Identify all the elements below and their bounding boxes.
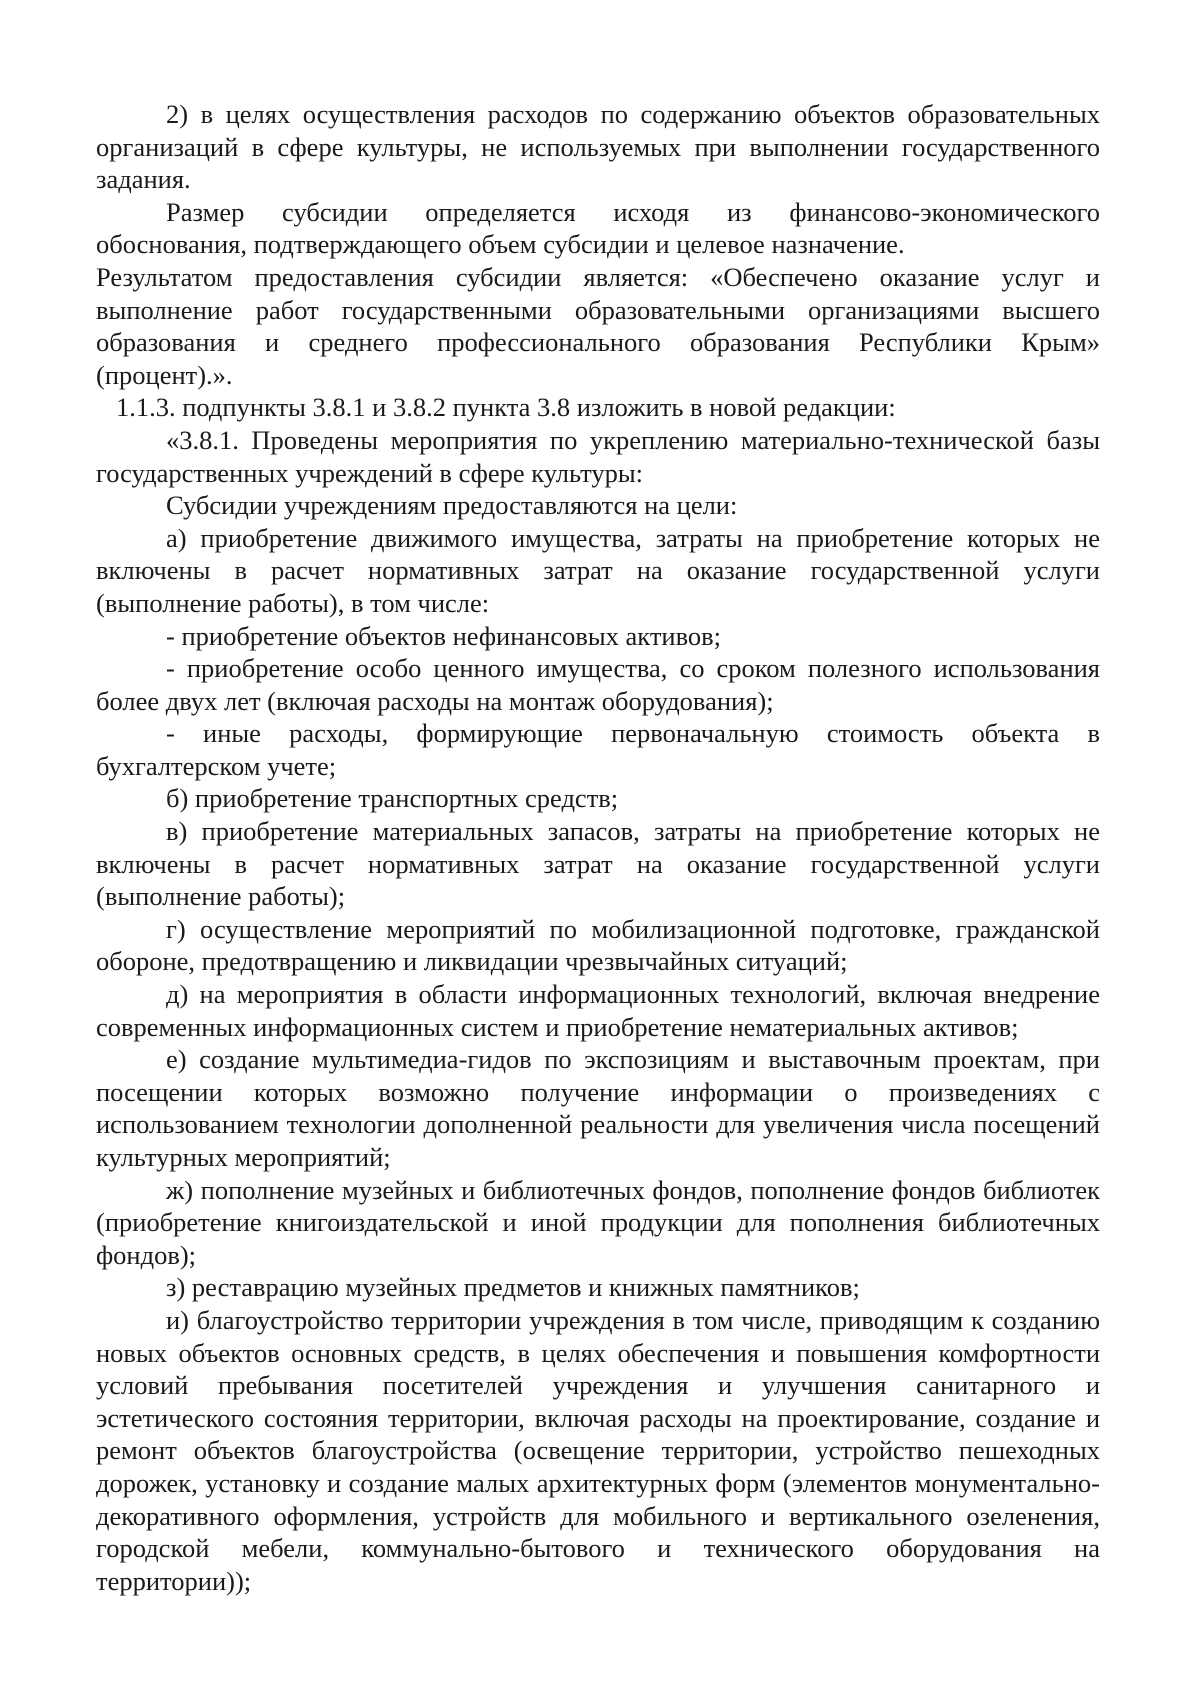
paragraph-item-i: и) благоустройство территории учреждения в том числе, приводящим к созданию новых объектов основных средств, в целях обеспечения и повышения комфортности условий пребывания посетителей учреждения и улучшения санитарного и эстетического состояния территории, включая расходы на проектирование, создание и ремонт объектов благоустройства (освещение территории, устройство пешеходных дорожек, установку и создание малых архитектурных форм (элементов монументально-декоративного оформления, устройств для мобильного и вертикального озеленения, городской мебели, коммунально-бытового и технического оборудования на территории)); bbox=[96, 1304, 1100, 1596]
paragraph-1-1-3: 1.1.3. подпункты 3.8.1 и 3.8.2 пункта 3.8 изложить в новой редакции: bbox=[116, 392, 896, 423]
paragraph-dash-2: - приобретение особо ценного имущества, со сроком полезного использования более двух лет (включая расходы на монтаж оборудования); bbox=[96, 653, 1100, 716]
paragraph-item-b: б) приобретение транспортных средств; bbox=[166, 783, 619, 814]
paragraph-subsidy-result: Результатом предоставления субсидии является: «Обеспечено оказание услуг и выполнение работ государственными образовательными организациями высшего образования и среднего профессионального образования Республики Крым» (процент).». bbox=[96, 261, 1100, 390]
paragraph-subsidy-size: Размер субсидии определяется исходя из финансово-экономического обоснования, подтверждающего объем субсидии и целевое назначение. bbox=[96, 196, 1100, 260]
paragraph-item-a: а) приобретение движимого имущества, затраты на приобретение которых не включены в расчет нормативных затрат на оказание государственной услуги (выполнение работы), в том числе: bbox=[96, 522, 1100, 618]
paragraph-3-8-1: «3.8.1. Проведены мероприятия по укреплению материально-технической базы государственных учреждений в сфере культуры: bbox=[96, 424, 1100, 488]
paragraph-item-g: г) осуществление мероприятий по мобилизационной подготовке, гражданской обороне, предотвращению и ликвидации чрезвычайных ситуаций; bbox=[96, 913, 1100, 977]
paragraph-dash-3: - иные расходы, формирующие первоначальную стоимость объекта в бухгалтерском учете; bbox=[96, 718, 1100, 781]
paragraph-item-v: в) приобретение материальных запасов, затраты на приобретение которых не включены в расчет нормативных затрат на оказание государственной услуги (выполнение работы); bbox=[96, 816, 1100, 912]
paragraph-item-e: е) создание мультимедиа-гидов по экспозициям и выставочным проектам, при посещении которых возможно получение информации о произведениях с использованием технологии дополненной реальности для увеличения числа посещений культурных мероприятий; bbox=[96, 1044, 1100, 1172]
paragraph-subsidy-goals: Субсидии учреждениям предоставляются на цели: bbox=[166, 490, 738, 521]
paragraph-item-d: д) на мероприятия в области информационных технологий, включая внедрение современных информационных систем и приобретение нематериальных активов; bbox=[96, 979, 1100, 1042]
paragraph-item-2: 2) в целях осуществления расходов по содержанию объектов образовательных организаций в сфере культуры, не используемых при выполнении государственного задания. bbox=[96, 99, 1100, 195]
paragraph-dash-1: - приобретение объектов нефинансовых активов; bbox=[166, 620, 722, 651]
paragraph-item-z: з) реставрацию музейных предметов и книжных памятников; bbox=[166, 1272, 860, 1303]
document-body bbox=[96, 98, 1100, 1597]
paragraph-item-zh: ж) пополнение музейных и библиотечных фондов, пополнение фондов библиотек (приобретение книгоиздательской и иной продукции для пополнения библиотечных фондов); bbox=[96, 1174, 1100, 1270]
